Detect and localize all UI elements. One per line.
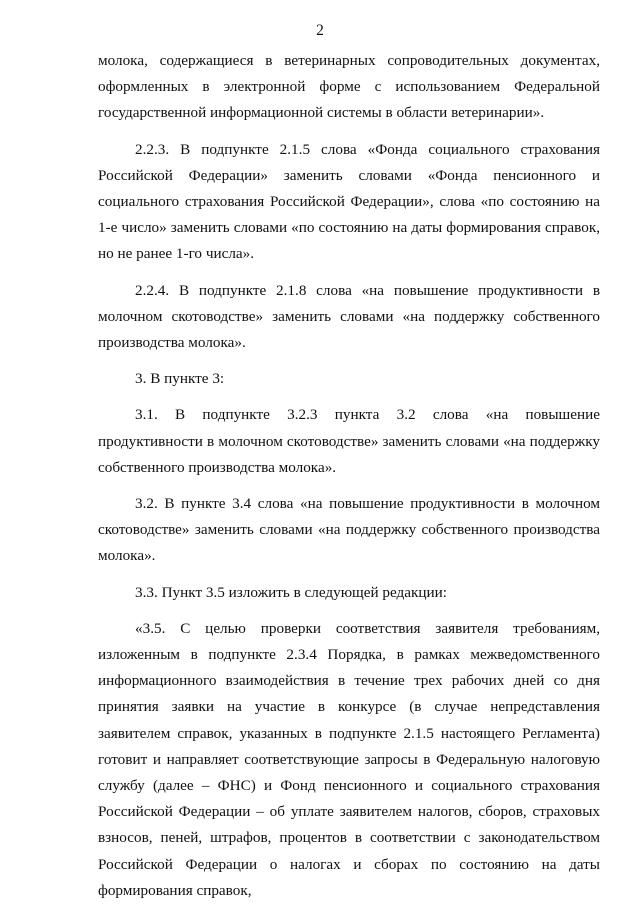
paragraph-2-2-3: 2.2.3. В подпункте 2.1.5 слова «Фонда социального страхования Российской Федерации» заменить словами «Фонда пенсионного и социального страхования Российской Федерации», слова «по состоянию на 1-е число» заменить словами «по состоянию на даты формирования справок, но не ранее 1-го числа». bbox=[98, 140, 600, 263]
paragraph-3: 3. В пункте 3: bbox=[135, 370, 225, 388]
page-number: 2 bbox=[316, 22, 324, 39]
paragraph-3-2: 3.2. В пункте 3.4 слова «на повышение продуктивности в молочном скотоводстве» заменить словами «на поддержку собственного производства молока». bbox=[98, 495, 600, 565]
paragraph-3-1: 3.1. В подпункте 3.2.3 пункта 3.2 слова «на повышение продуктивности в молочном скотоводстве» заменить словами «на поддержку собственного производства молока». bbox=[98, 406, 600, 476]
paragraph-continuation: молока, содержащиеся в ветеринарных сопроводительных документах, оформленных в электронной форме с использованием Федеральной государственной информационной системы в области ветеринарии». bbox=[98, 52, 600, 122]
paragraph-3-5-quote: «3.5. С целью проверки соответствия заявителя требованиям, изложенным в подпункте 2.3.4 Порядка, в рамках межведомственного информационного взаимодействия в течение трех рабочих дней со дня принятия заявки на участие в конкурсе (в случае непредставления заявителем справок, указанных в подпункте 2.1.5 настоящего Регламента) готовит и направляет соответствующие запросы в Федеральную налоговую службу (далее – ФНС) и Фонд пенсионного и социального страхования Российской Федерации – об уплате заявителем налогов, сборов, страховых взносов, пеней, штрафов, процентов в соответствии с законодательством Российской Федерации о налогах и сборах по состоянию на даты формирования справок, bbox=[98, 619, 600, 899]
paragraph-3-3: 3.3. Пункт 3.5 изложить в следующей редакции: bbox=[135, 583, 448, 601]
paragraph-2-2-4: 2.2.4. В подпункте 2.1.8 слова «на повышение продуктивности в молочном скотоводстве» заменить словами «на поддержку собственного производства молока». bbox=[98, 281, 600, 352]
document-body bbox=[98, 48, 600, 904]
